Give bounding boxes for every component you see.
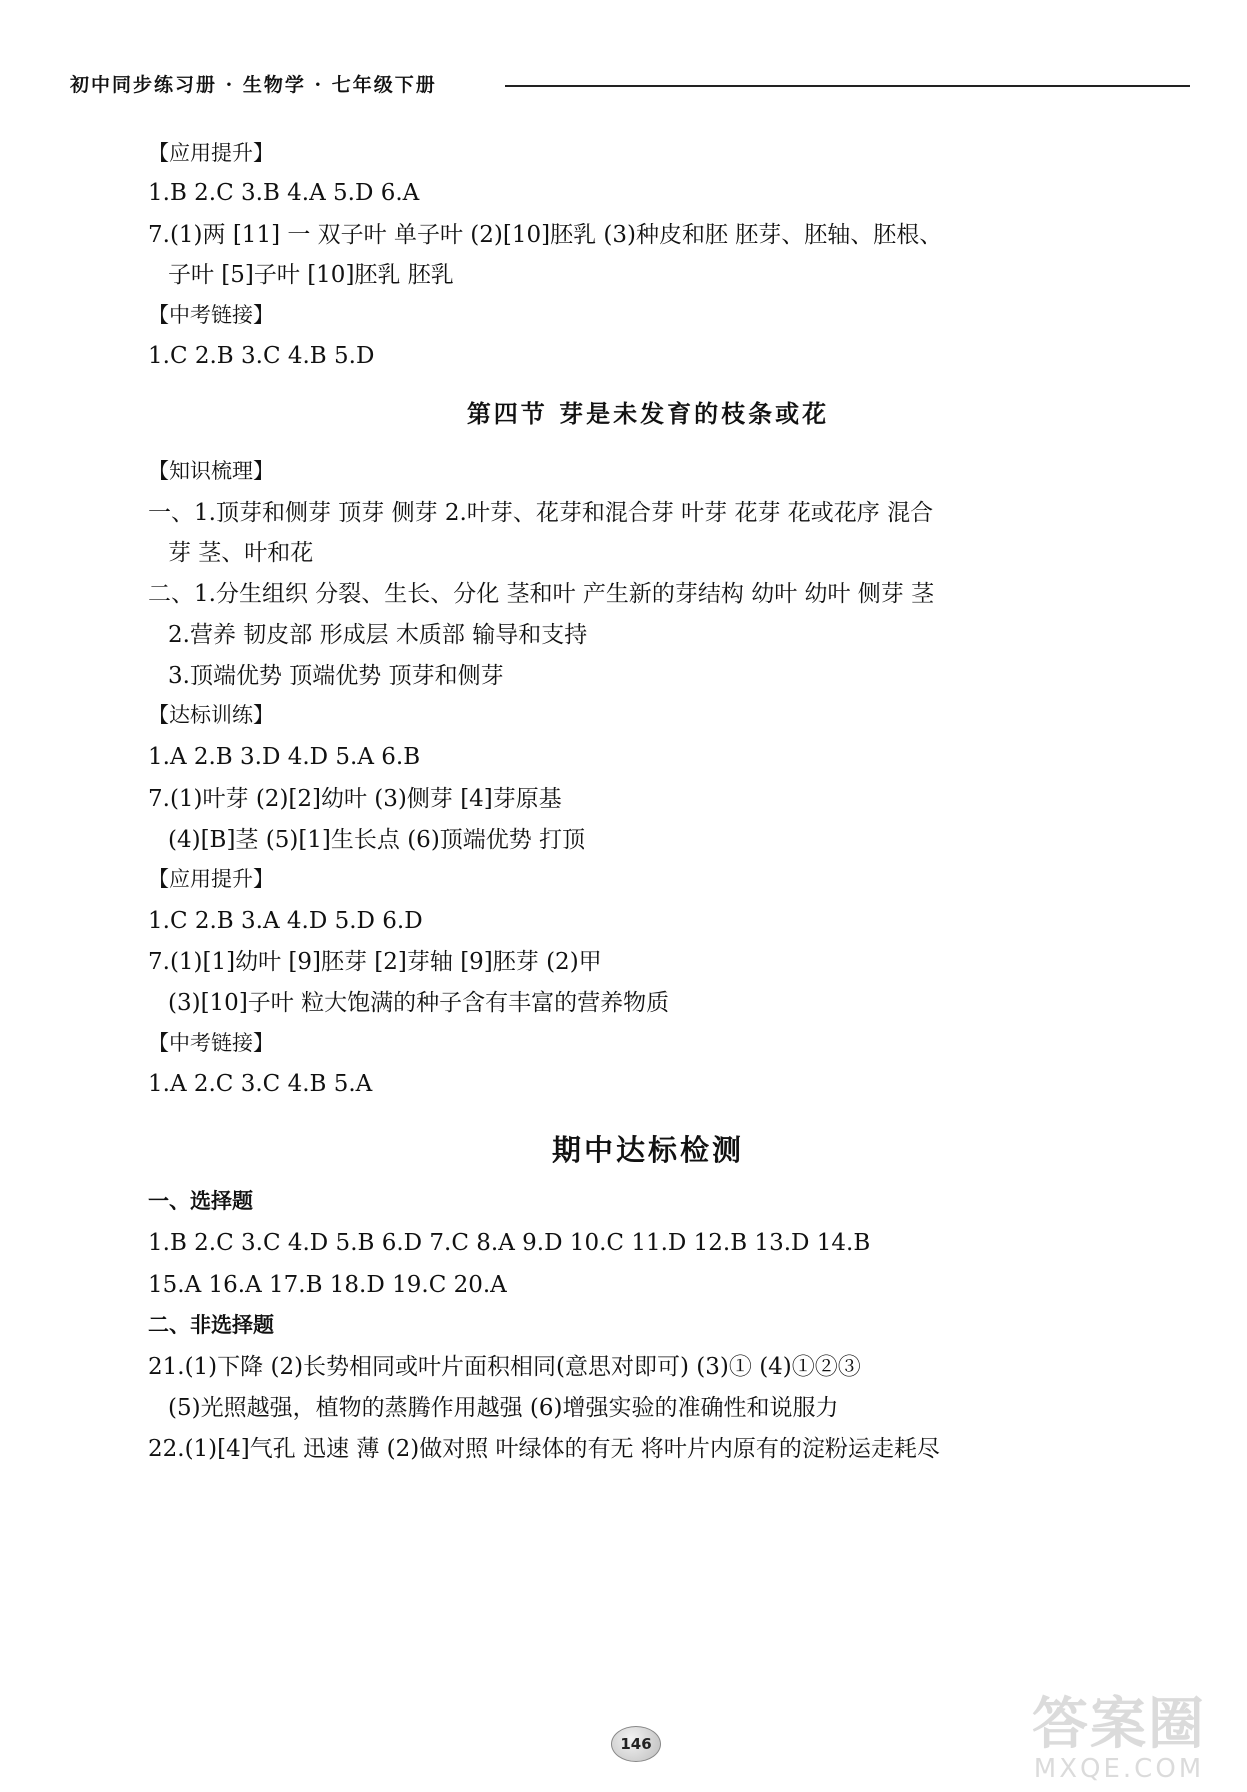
tag-training: 【达标训练】 [148,703,274,727]
page-number: 146 [611,1726,661,1762]
answers-training: 1.A 2.B 3.D 4.D 5.A 6.B [148,744,421,770]
part-1-line-2: 15.A 16.A 17.B 18.D 19.C 20.A [148,1272,507,1298]
training-q7-line-1: 7.(1)叶芽 (2)[2]幼叶 (3)侧芽 [4]芽原基 [148,786,562,812]
watermark-url: MXQE.COM [1033,1754,1205,1784]
knowledge-2-line-1: 二、1.分生组织 分裂、生长、分化 茎和叶 产生新的芽结构 幼叶 幼叶 侧芽 茎 [148,581,935,607]
q22-line-1: 22.(1)[4]气孔 迅速 薄 (2)做对照 叶绿体的有无 将叶片内原有的淀粉运走耗尽 [148,1436,940,1462]
part-1-line-1: 1.B 2.C 3.C 4.D 5.B 6.D 7.C 8.A 9.D 10.C 11.D 12.B 13.D 14.B [148,1230,871,1256]
watermark-text: 答案圈 [1032,1692,1206,1757]
tag-exam-link-1: 【中考链接】 [148,303,274,327]
knowledge-2-line-3: 3.顶端优势 顶端优势 顶芽和侧芽 [168,663,504,689]
tag-application-2: 【应用提升】 [148,867,274,891]
answers-application-1: 1.B 2.C 3.B 4.A 5.D 6.A [148,180,420,206]
q7-line-1: 7.(1)两 [11] 一 双子叶 单子叶 (2)[10]胚乳 (3)种皮和胚 胚芽、胚轴、胚根、 [148,222,943,248]
q7-line-2: 子叶 [5]子叶 [10]胚乳 胚乳 [168,262,454,288]
tag-exam-link-2: 【中考链接】 [148,1031,274,1055]
header-rule [505,85,1190,87]
knowledge-1-line-2: 芽 茎、叶和花 [168,540,314,566]
header-title: 初中同步练习册 · 生物学 · 七年级下册 [70,74,437,96]
application-q7-line-2: (3)[10]子叶 粒大饱满的种子含有丰富的营养物质 [168,990,670,1016]
section-4-title: 第四节 芽是未发育的枝条或花 [466,399,830,428]
training-q7-line-2: (4)[B]茎 (5)[1]生长点 (6)顶端优势 打顶 [168,827,586,853]
knowledge-1-line-1: 一、1.顶芽和侧芽 顶芽 侧芽 2.叶芽、花芽和混合芽 叶芽 花芽 花或花序 混合 [148,500,934,526]
answers-application-2: 1.C 2.B 3.A 4.D 5.D 6.D [148,908,423,934]
watermark-logo [1009,1692,1229,1786]
answers-exam-link-2: 1.A 2.C 3.C 4.B 5.A [148,1071,373,1097]
q21-line-1: 21.(1)下降 (2)长势相同或叶片面积相同(意思对即可) (3)① (4)①②③ [148,1354,861,1380]
q21-line-2: (5)光照越强，植物的蒸腾作用越强 (6)增强实验的准确性和说服力 [168,1395,839,1421]
tag-application-1: 【应用提升】 [148,141,274,165]
application-q7-line-1: 7.(1)[1]幼叶 [9]胚芽 [2]芽轴 [9]胚芽 (2)甲 [148,949,602,975]
midterm-title: 期中达标检测 [551,1133,744,1167]
page-header [70,70,1190,100]
answers-exam-link-1: 1.C 2.B 3.C 4.B 5.D [148,343,375,369]
part-1-heading: 一、选择题 [148,1189,253,1213]
tag-knowledge: 【知识梳理】 [148,459,274,483]
part-2-heading: 二、非选择题 [148,1313,274,1337]
knowledge-2-line-2: 2.营养 韧皮部 形成层 木质部 输导和支持 [168,622,588,648]
